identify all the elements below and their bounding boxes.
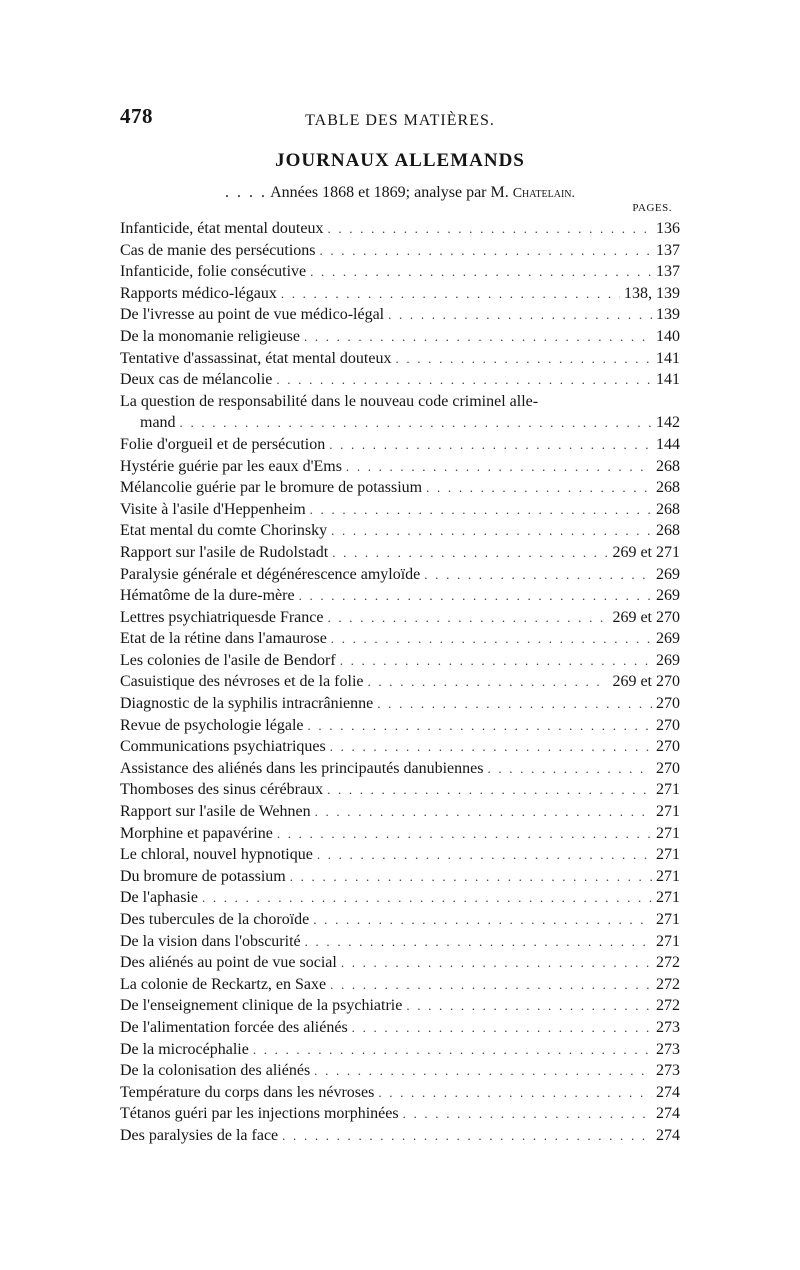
- dot-leader: [388, 304, 652, 326]
- dot-leader: [331, 628, 652, 650]
- dot-leader: [310, 499, 652, 521]
- toc-entry: [120, 671, 680, 693]
- page-number: 478: [120, 104, 153, 128]
- toc-entry-pages: 269: [656, 630, 680, 648]
- toc-entry-title: Revue de psychologie légale: [120, 716, 304, 734]
- toc-entry-pages: 141: [656, 371, 680, 389]
- dot-leader: [341, 952, 652, 974]
- toc-entry-pages: 139: [656, 306, 680, 324]
- toc-entry-pages: 269 et 271: [612, 543, 680, 561]
- dot-leader: [282, 1125, 652, 1147]
- toc-entry-pages: 273: [656, 1062, 680, 1080]
- dot-leader: [320, 240, 653, 262]
- dot-leader: [290, 866, 652, 888]
- toc-entry-title: Etat de la rétine dans l'amaurose: [120, 630, 327, 648]
- dot-leader: [395, 348, 652, 370]
- toc-entry-title: Mélancolie guérie par le bromure de potassium: [120, 479, 423, 497]
- dot-leader: [406, 995, 652, 1017]
- toc-entry-title: De la colonisation des aliénés: [120, 1062, 311, 1080]
- toc-entry-title-line1: La question de responsabilité dans le nouveau code criminel alle-: [120, 392, 539, 410]
- toc-entry: [120, 542, 680, 564]
- toc-entry-pages: 268: [656, 457, 680, 475]
- dot-leader: [276, 369, 652, 391]
- toc-entry-title: Des tubercules de la choroïde: [120, 911, 310, 928]
- toc-entry-title: Des paralysies de la face: [120, 1126, 279, 1144]
- dot-leader: [377, 693, 652, 715]
- toc-entry-title-line2: mand: [140, 414, 176, 432]
- toc-entry-title: Hystérie guérie par les eaux d'Ems: [120, 457, 342, 475]
- toc-entry: [120, 823, 680, 845]
- toc-entry: [120, 693, 680, 715]
- toc-entry-pages: 270: [656, 738, 680, 756]
- toc-entry-title: Assistance des aliénés dans les principautés danubiennes: [120, 759, 484, 777]
- toc-entry-title: Des aliénés au point de vue social: [120, 954, 337, 972]
- dot-leader: [426, 477, 652, 499]
- toc-entry: [120, 801, 680, 823]
- toc-entry-pages: 271: [656, 781, 680, 799]
- dot-leader: [327, 779, 652, 801]
- toc-entry-title: Cas de manie des persécutions: [120, 241, 316, 259]
- toc-entry-pages: 140: [656, 327, 680, 345]
- toc-entry-title: Thomboses des sinus cérébraux: [120, 781, 324, 799]
- dot-leader: [424, 564, 652, 586]
- dot-leader: [308, 715, 653, 737]
- toc-entry-title: Communications psychiatriques: [120, 738, 326, 756]
- toc-entry-pages: 269: [656, 565, 680, 583]
- toc-entry-title: Diagnostic de la syphilis intracrânienne: [120, 695, 374, 713]
- toc-entry: [120, 887, 680, 909]
- toc-entry: [120, 369, 680, 391]
- toc-entry-pages: 271: [656, 911, 680, 928]
- dot-leader: [352, 1017, 652, 1039]
- toc-entry-title: De la microcéphalie: [120, 1040, 249, 1058]
- toc-entry: [120, 283, 680, 305]
- dot-leader: [487, 758, 652, 780]
- dot-leader: [277, 823, 652, 845]
- toc-entry-pages: 269 et 270: [612, 673, 680, 691]
- toc-entry-pages: 136: [656, 220, 680, 237]
- toc-entry: [120, 240, 680, 262]
- toc-entry-title: Température du corps dans les névroses: [120, 1083, 375, 1101]
- toc-entry-title: Tentative d'assassinat, état mental douteux: [120, 349, 392, 367]
- dot-leader: [330, 974, 652, 996]
- toc-entry: [120, 628, 680, 650]
- pages-column-heading: PAGES.: [632, 202, 672, 214]
- toc-entry: [120, 564, 680, 586]
- dot-leader: [299, 585, 652, 607]
- subtitle-lead: . . . .: [224, 184, 267, 201]
- toc-entry: [120, 779, 680, 801]
- dot-leader: [327, 607, 608, 629]
- toc-entry-title: Les colonies de l'asile de Bendorf: [120, 651, 336, 669]
- toc-entry: [120, 866, 680, 888]
- toc-entry: [120, 931, 680, 953]
- dot-leader: [330, 736, 652, 758]
- toc-entry-pages: 273: [656, 1040, 680, 1058]
- toc-entry: [120, 585, 680, 607]
- subtitle-author: Chatelain.: [512, 186, 575, 201]
- toc-entry: [120, 1039, 680, 1061]
- section-subtitle: [0, 184, 800, 202]
- toc-entry-multiline: [120, 391, 680, 434]
- dot-leader: [313, 909, 652, 931]
- toc-entry: [120, 348, 680, 370]
- toc-entry-title: Lettres psychiatriquesde France: [120, 608, 324, 626]
- toc-entry-pages: 144: [656, 435, 680, 453]
- subtitle-text: Années 1868 et 1869; analyse par M.: [270, 184, 509, 201]
- dot-leader: [281, 283, 620, 305]
- toc-entry-pages: 138, 139: [624, 284, 680, 302]
- dot-leader: [315, 801, 652, 823]
- running-title: TABLE DES MATIÈRES.: [305, 112, 495, 129]
- dot-leader: [310, 261, 652, 283]
- toc-entry-pages: 271: [656, 846, 680, 864]
- toc-entry: [120, 607, 680, 629]
- toc-entry-title: Le chloral, nouvel hypnotique: [120, 846, 313, 864]
- toc-entry: [120, 995, 680, 1017]
- dot-leader: [403, 1103, 652, 1125]
- dot-leader: [346, 456, 652, 478]
- toc-entry-title: Hématôme de la dure-mère: [120, 587, 295, 605]
- toc-entry-pages: 271: [656, 889, 680, 907]
- toc-entry-pages: 137: [656, 263, 680, 281]
- toc-entry-pages: 273: [656, 1018, 680, 1036]
- toc-entry-pages: 269: [656, 587, 680, 605]
- toc-entry: [120, 477, 680, 499]
- toc-entry-pages: 141: [656, 349, 680, 367]
- dot-leader: [329, 434, 652, 456]
- toc-entry-title: Paralysie générale et dégénérescence amyloïde: [120, 565, 421, 583]
- dot-leader: [340, 650, 652, 672]
- toc-entry: [120, 499, 680, 521]
- toc-entry-pages: 268: [656, 500, 680, 518]
- toc-entry: [120, 326, 680, 348]
- dot-leader: [202, 887, 652, 909]
- dot-leader: [314, 1060, 652, 1082]
- dot-leader: [317, 844, 652, 866]
- dot-leader: [180, 412, 652, 434]
- toc-entry-pages: 274: [656, 1083, 680, 1101]
- toc-entry-title: Folie d'orgueil et de persécution: [120, 435, 326, 453]
- toc-entry-title: Morphine et papavérine: [120, 824, 273, 842]
- toc-entry-pages: 268: [656, 522, 680, 540]
- toc-entry: [120, 434, 680, 456]
- toc-entry-title: Infanticide, état mental douteux: [120, 220, 324, 237]
- toc-entry-title: De l'alimentation forcée des aliénés: [120, 1018, 348, 1036]
- dot-leader: [368, 671, 609, 693]
- dot-leader: [305, 931, 652, 953]
- table-of-contents: [120, 218, 680, 1147]
- toc-entry: [120, 304, 680, 326]
- toc-entry-pages: 272: [656, 975, 680, 993]
- toc-entry-pages: 274: [656, 1126, 680, 1144]
- toc-entry-pages: 272: [656, 997, 680, 1015]
- toc-entry: [120, 1082, 680, 1104]
- toc-entry-title: Etat mental du comte Chorinsky: [120, 522, 328, 540]
- toc-entry-title: La colonie de Reckartz, en Saxe: [120, 975, 327, 993]
- toc-entry: [120, 456, 680, 478]
- toc-entry-pages: 142: [656, 414, 680, 432]
- toc-entry-title: Rapports médico-légaux: [120, 284, 277, 302]
- toc-entry-pages: 269: [656, 651, 680, 669]
- toc-entry-pages: 270: [656, 695, 680, 713]
- dot-leader: [253, 1039, 652, 1061]
- toc-entry-title: Visite à l'asile d'Heppenheim: [120, 500, 306, 518]
- toc-entry-pages: 268: [656, 479, 680, 497]
- toc-entry-pages: 137: [656, 241, 680, 259]
- toc-entry-pages: 274: [656, 1105, 680, 1123]
- toc-entry-title: De l'aphasie: [120, 889, 198, 907]
- dot-leader: [327, 218, 652, 240]
- toc-entry-title: De l'enseignement clinique de la psychiatrie: [120, 997, 403, 1015]
- toc-entry: [120, 261, 680, 283]
- toc-entry: [120, 952, 680, 974]
- toc-entry-pages: 271: [656, 824, 680, 842]
- toc-entry: [120, 758, 680, 780]
- toc-entry: [120, 909, 680, 931]
- toc-entry-pages: 269 et 270: [612, 608, 680, 626]
- toc-entry-title: Tétanos guéri par les injections morphinées: [120, 1105, 399, 1123]
- toc-entry-pages: 270: [656, 759, 680, 777]
- section-title: JOURNAUX ALLEMANDS: [275, 150, 525, 171]
- toc-entry-title: Infanticide, folie consécutive: [120, 263, 307, 281]
- toc-entry-pages: 272: [656, 954, 680, 972]
- toc-entry-pages: 271: [656, 803, 680, 821]
- dot-leader: [304, 326, 652, 348]
- toc-entry: [120, 218, 680, 240]
- toc-entry-title: Rapport sur l'asile de Wehnen: [120, 803, 311, 821]
- toc-entry-title: Casuistique des névroses et de la folie: [120, 673, 364, 691]
- toc-entry-pages: 271: [656, 867, 680, 885]
- toc-entry: [120, 520, 680, 542]
- toc-entry: [120, 974, 680, 996]
- toc-entry: [120, 844, 680, 866]
- dot-leader: [332, 542, 608, 564]
- toc-entry: [120, 1103, 680, 1125]
- dot-leader: [378, 1082, 652, 1104]
- toc-entry-title: Deux cas de mélancolie: [120, 371, 273, 389]
- toc-entry-title: De la vision dans l'obscurité: [120, 932, 301, 950]
- dot-leader: [331, 520, 652, 542]
- toc-entry: [120, 1060, 680, 1082]
- toc-entry: [120, 1125, 680, 1147]
- toc-entry-title: Du bromure de potassium: [120, 867, 286, 885]
- toc-entry-title: De l'ivresse au point de vue médico-légal: [120, 306, 385, 324]
- toc-entry: [120, 1017, 680, 1039]
- toc-entry: [120, 736, 680, 758]
- toc-entry-title: De la monomanie religieuse: [120, 327, 300, 345]
- toc-entry: [120, 715, 680, 737]
- toc-entry-pages: 270: [656, 716, 680, 734]
- toc-entry-title: Rapport sur l'asile de Rudolstadt: [120, 543, 329, 561]
- toc-entry-pages: 271: [656, 932, 680, 950]
- toc-entry: [120, 650, 680, 672]
